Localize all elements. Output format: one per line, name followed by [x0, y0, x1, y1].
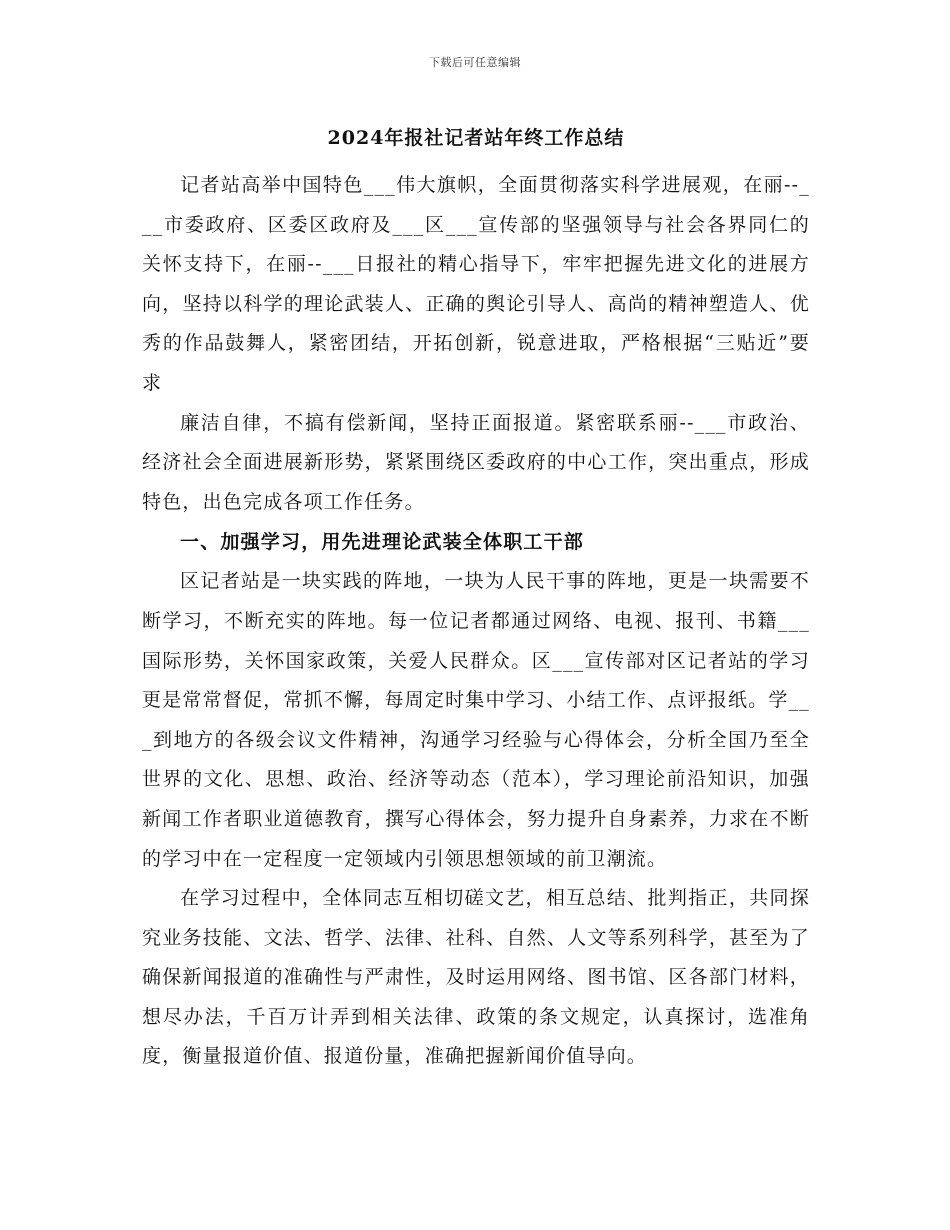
section-paragraph: 区记者站是一块实践的阵地，一块为人民干事的阵地，更是一块需要不断学习，不断充实的阵地。每一位记者都通过网络、电视、报刊、书籍___国际形势，关怀国家政策，关爱人民群众。区___宣传部对区记者站的学习更是常常督促，常抓不懈，每周定时集中学习、小结工作、点评报纸。学___到地方的各级会议文件精神，沟通学习经验与心得体会，分析全国乃至全世界的文化、思想、政治、经济等动态（范本），学习理论前沿知识，加强新闻工作者职业道德教育，撰写心得体会，努力提升自身素养，力求在不断的学习中在一定程度一定领域内引领思想领域的前卫潮流。	[142, 570, 810, 870]
intro-paragraph: 廉洁自律，不搞有偿新闻，坚持正面报道。紧密联系丽--___市政治、经济社会全面进展新形势，紧紧围绕区委政府的中心工作，突出重点，形成特色，出色完成各项工作任务。	[142, 411, 810, 513]
intro-paragraph: 记者站高举中国特色___伟大旗帜，全面贯彻落实科学进展观，在丽--___市委政府、区委区政府及___区___宣传部的坚强领导与社会各界同仁的关怀支持下，在丽--___日报社的精心指导下，牢牢把握先进文化的进展方向，坚持以科学的理论武装人、正确的舆论引导人、高尚的精神塑造人、优秀的作品鼓舞人，紧密团结，开拓创新，锐意进取，严格根据“三贴近”要求	[142, 174, 810, 394]
document-body	[142, 118, 810, 1077]
section-paragraph: 在学习过程中，全体同志互相切磋文艺，相互总结、批判指正，共同探究业务技能、文法、哲学、法律、社科、自然、人文等系列科学，甚至为了确保新闻报道的准确性与严肃性，及时运用网络、图书馆、区各部门材料，想尽办法，千百万计弄到相关法律、政策的条文规定，认真探讨，选准角度，衡量报道价值、报道份量，准确把握新闻价值导向。	[142, 887, 810, 1068]
section-heading: 一、加强学习，用先进理论武装全体职工干部	[180, 531, 585, 554]
header-note: 下载后可任意编辑	[429, 56, 521, 69]
document-title: 2024年报社记者站年终工作总结	[327, 127, 625, 149]
